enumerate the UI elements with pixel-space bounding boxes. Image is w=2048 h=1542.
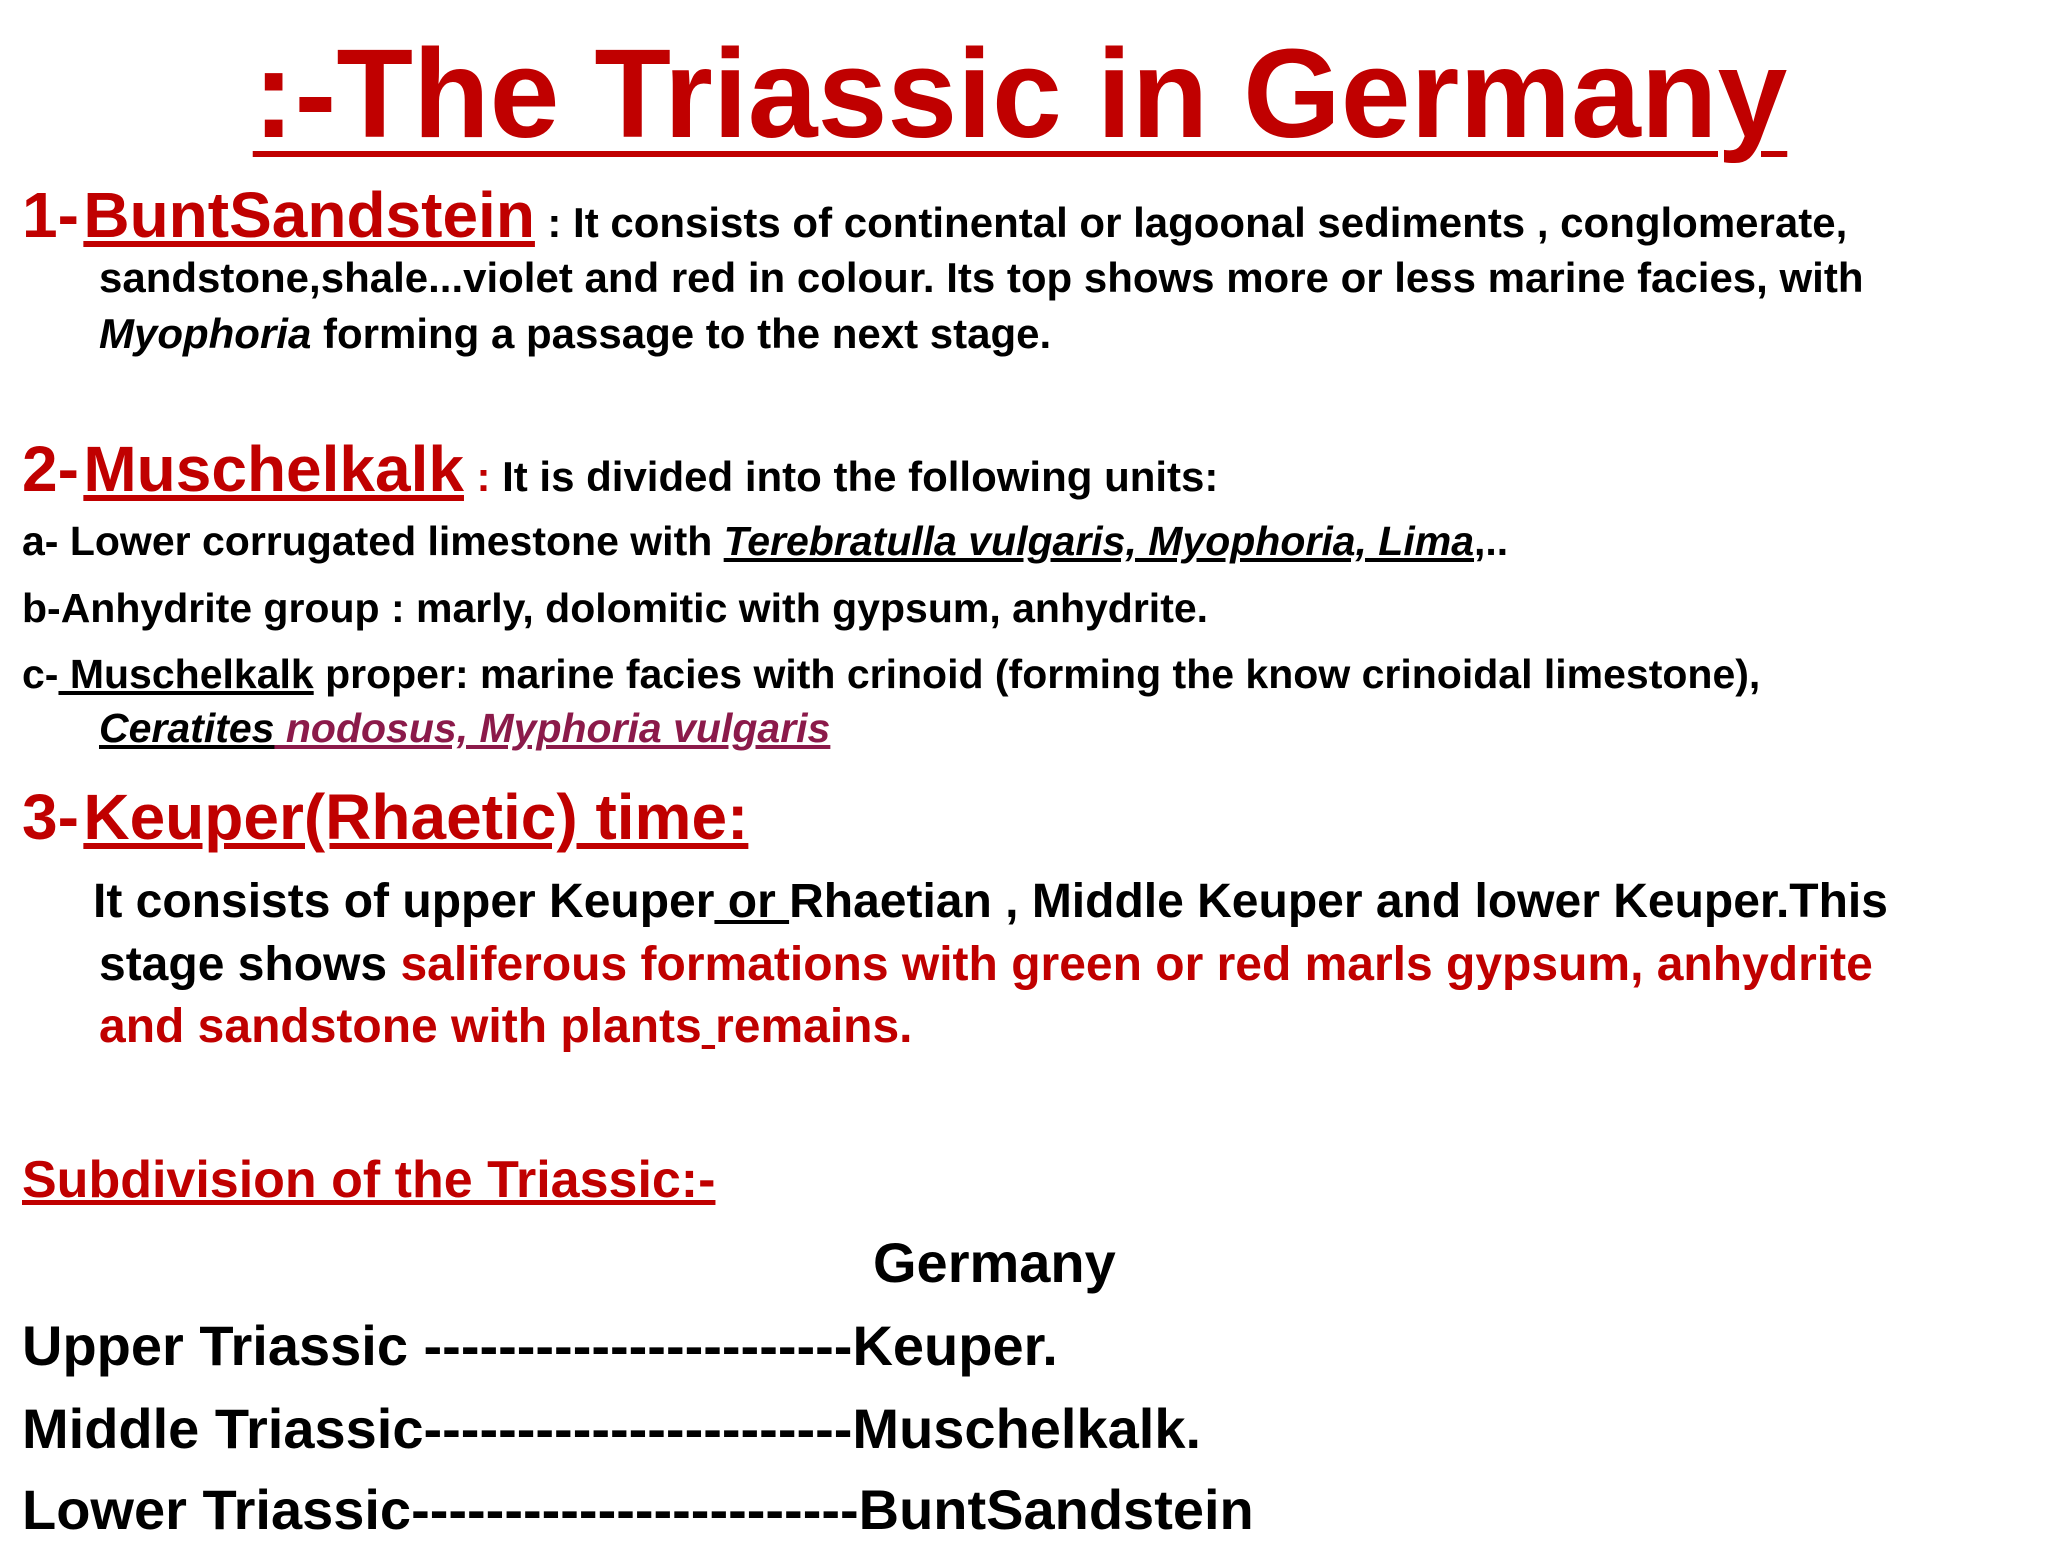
- section2-intro: It is divided into the following units:: [490, 453, 1219, 500]
- keuper-line2-a: stage shows: [99, 938, 401, 991]
- subdivision-row: [22, 1313, 1058, 1378]
- section1-line2: sandstone,shale...violet and red in colour. Its top shows more or less marine facies, with: [99, 254, 1864, 301]
- subdivision-heading: Subdivision of the Triassic:-: [22, 1151, 716, 1209]
- row-period: Lower Triassic: [22, 1478, 412, 1541]
- unit-c-prefix: c-: [22, 651, 59, 697]
- keuper-line3-b: remains.: [715, 1000, 913, 1053]
- keuper-or: or: [714, 875, 790, 928]
- unit-c-muschelkalk: Muschelkalk: [58, 651, 314, 697]
- section1-number: 1-: [22, 179, 79, 251]
- section2-number: 2-: [22, 433, 79, 505]
- keuper-line1-a: It consists of upper Keuper: [93, 875, 715, 928]
- section1-name: BuntSandstein: [83, 179, 535, 251]
- unit-c-rest: proper: marine facies with crinoid (forming the know crinoidal limestone),: [313, 651, 1761, 697]
- unit-a-prefix: a- Lower corrugated limestone with: [22, 518, 724, 564]
- subdivision-column-header: Germany: [873, 1231, 1116, 1294]
- section1-heading-line: [22, 178, 1847, 252]
- row-german-unit: BuntSandstein: [858, 1478, 1254, 1541]
- row-dashes: -----------------------: [423, 1314, 853, 1377]
- ceratites: Ceratites: [99, 705, 275, 751]
- nodosus-myphoria: nodosus, Myphoria vulgaris: [274, 705, 831, 751]
- section1-line1: : It consists of continental or lagoonal sediments , conglomerate,: [547, 199, 1848, 246]
- section3-name: Keuper(Rhaetic) time:: [83, 781, 749, 853]
- section2-name: Muschelkalk: [83, 433, 464, 505]
- section3-line3: [99, 999, 913, 1054]
- section1-line3-rest: forming a passage to the next stage.: [311, 310, 1052, 357]
- keuper-line3-space: [702, 1000, 715, 1053]
- section2-colon: :: [476, 453, 491, 500]
- page-title: :-The Triassic in Germany: [252, 23, 1788, 164]
- subdivision-row: [22, 1477, 1254, 1542]
- unit-a-fossils: Terebratulla vulgaris, Myophoria, Lima: [723, 518, 1475, 564]
- section1-myophoria: Myophoria: [99, 310, 312, 357]
- keuper-line2-red: saliferous formations with green or red marls gypsum, anhydrite: [400, 938, 1873, 991]
- section3-line1: [93, 874, 1888, 929]
- section2-unit-b: b-Anhydrite group : marly, dolomitic with gypsum, anhydrite.: [22, 585, 1209, 631]
- unit-a-suffix: ,..: [1474, 518, 1509, 564]
- section2-unit-c-fossils: [99, 705, 830, 752]
- subdivision-row: [22, 1396, 1201, 1461]
- section3-heading-line: [22, 780, 748, 854]
- row-german-unit: Muschelkalk.: [852, 1397, 1202, 1460]
- section2-unit-c: [22, 651, 1760, 698]
- section1-line3: [99, 310, 1051, 358]
- row-german-unit: Keuper.: [852, 1314, 1058, 1377]
- section2-heading-line: [22, 432, 1218, 506]
- row-dashes: ------------------------: [411, 1478, 859, 1541]
- section2-unit-a: [22, 518, 1508, 565]
- section3-line2: [99, 937, 1873, 992]
- keuper-line3-a: and sandstone with plants: [99, 1000, 702, 1053]
- row-dashes: -----------------------: [423, 1397, 853, 1460]
- row-period: Middle Triassic: [22, 1397, 424, 1460]
- row-period: Upper Triassic: [22, 1314, 424, 1377]
- section3-number: 3-: [22, 781, 79, 853]
- keuper-line1-b: Rhaetian , Middle Keuper and lower Keuper.This: [789, 875, 1888, 928]
